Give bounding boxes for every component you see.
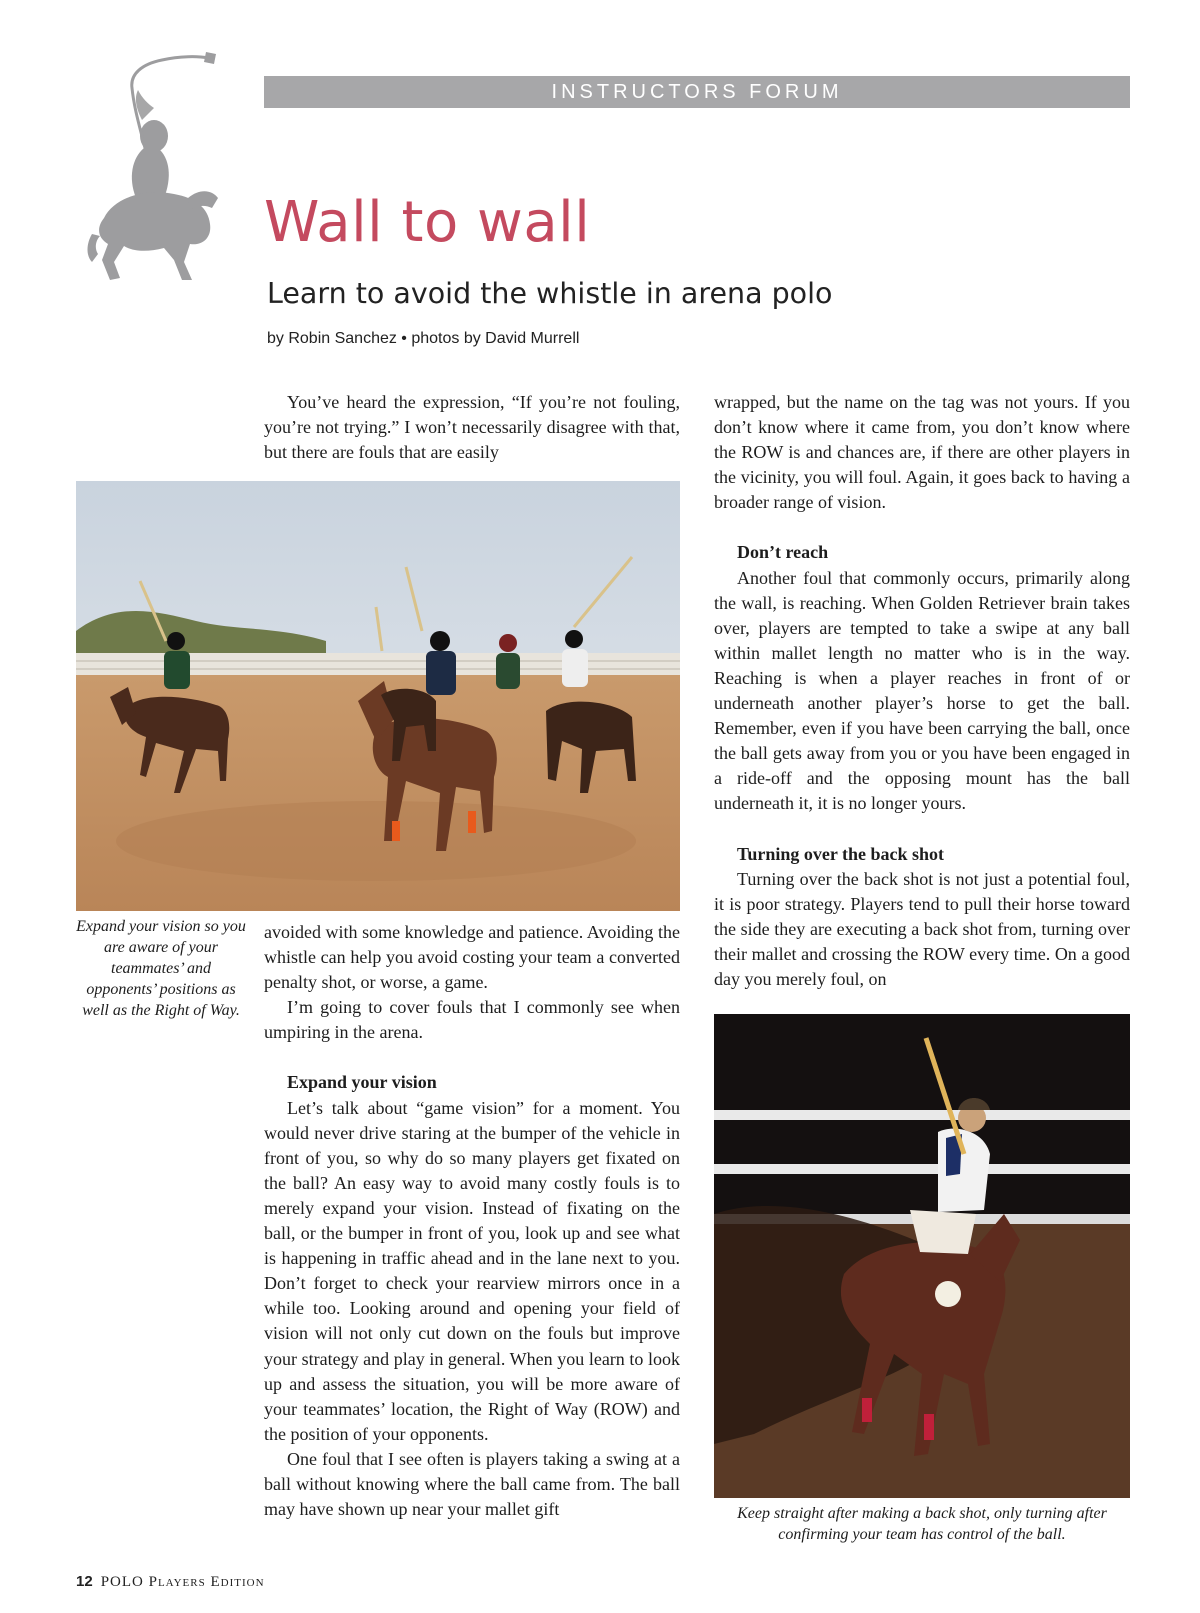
column-left-top: [264, 390, 680, 465]
column-left-bottom: [264, 920, 680, 1522]
vision-paragraph-1: Let’s talk about “game vision” for a moment. You would never drive staring at the bumper of the vehicle in front of you, so why do so many players get fixated on the ball? An easy way to avoid many costly fouls is to merely expand your vision. Instead of fixating on the ball, or the bumper in front of you, look up and see what is happening in traffic ahead and in the lane next to you. Don’t forget to check your rearview mirrors once in a while too. Looking around and opening your field of vision will not only cut down on the fouls but improve your strategy and play in general. When you learn to look up and assess the situation, you will be more aware of your teammates’ location, the Right of Way (ROW) and the position of your opponents.: [264, 1097, 680, 1444]
polo-player-logo-icon: [84, 48, 224, 288]
section-banner: [264, 76, 1130, 108]
right-continued: wrapped, but the name on the tag was not yours. If you don’t know where it came from, you don’t know where the ROW is and chances are, if there are other players in the vicinity, you will foul. Again, it goes back to having a broader range of vision.: [714, 392, 1130, 513]
back-shot-photo: [714, 1014, 1130, 1498]
reach-paragraph: Another foul that commonly occurs, primarily along the wall, is reaching. When Golden Retriever brain takes over, players are tempted to take a swipe at any ball within mallet length no matter who is in the way. Reaching is when a player reaches in front of or underneath another player’s horse to get the ball. Remember, even if you have been carrying the ball, once the ball gets away from you or you have been engaged in a ride-off and the opposing mount has the ball underneath it, it is no longer yours.: [714, 567, 1130, 814]
intro-paragraph: You’ve heard the expression, “If you’re not fouling, you’re not trying.” I won’t necessarily disagree with that, but there are fouls that are easily: [264, 392, 680, 463]
intro-paragraph-2: I’m going to cover fouls that I commonly see when umpiring in the arena.: [264, 997, 680, 1043]
heading-back-shot: Turning over the back shot: [737, 843, 945, 864]
intro-continued: avoided with some knowledge and patience. Avoiding the whistle can help you avoid costing your team a converted penalty shot, or worse, a game.: [264, 922, 680, 993]
publication-name: POLO Players Edition: [100, 1574, 265, 1590]
section-label: INSTRUCTORS FORUM: [551, 81, 843, 103]
arena-polo-photo: [76, 481, 680, 911]
photo2-caption: Keep straight after making a back shot, only turning after confirming your team has control of the ball.: [737, 1505, 1107, 1543]
heading-dont-reach: Don’t reach: [737, 542, 829, 563]
vision-paragraph-2: One foul that I see often is players taking a swing at a ball without knowing where the ball came from. The ball may have shown up near your mallet gift: [264, 1448, 680, 1520]
backshot-paragraph: Turning over the back shot is not just a potential foul, it is poor strategy. Players tend to pull their horse toward the side they are executing a back shot from, turning over their mallet and crossing the ROW every time. On a good day you merely foul, on: [714, 868, 1130, 989]
photo1-caption: Expand your vision so you are aware of your teammates’ and opponents’ positions as well as the Right of Way.: [76, 918, 246, 1019]
heading-expand-vision: Expand your vision: [287, 1072, 437, 1093]
article-title: Wall to wall: [264, 190, 591, 255]
article-subtitle: Learn to avoid the whistle in arena polo: [267, 277, 833, 310]
column-right: [714, 390, 1130, 992]
page-number: 12: [76, 1573, 93, 1590]
page-footer: [76, 1573, 265, 1591]
article-byline: by Robin Sanchez • photos by David Murrell: [267, 330, 580, 347]
